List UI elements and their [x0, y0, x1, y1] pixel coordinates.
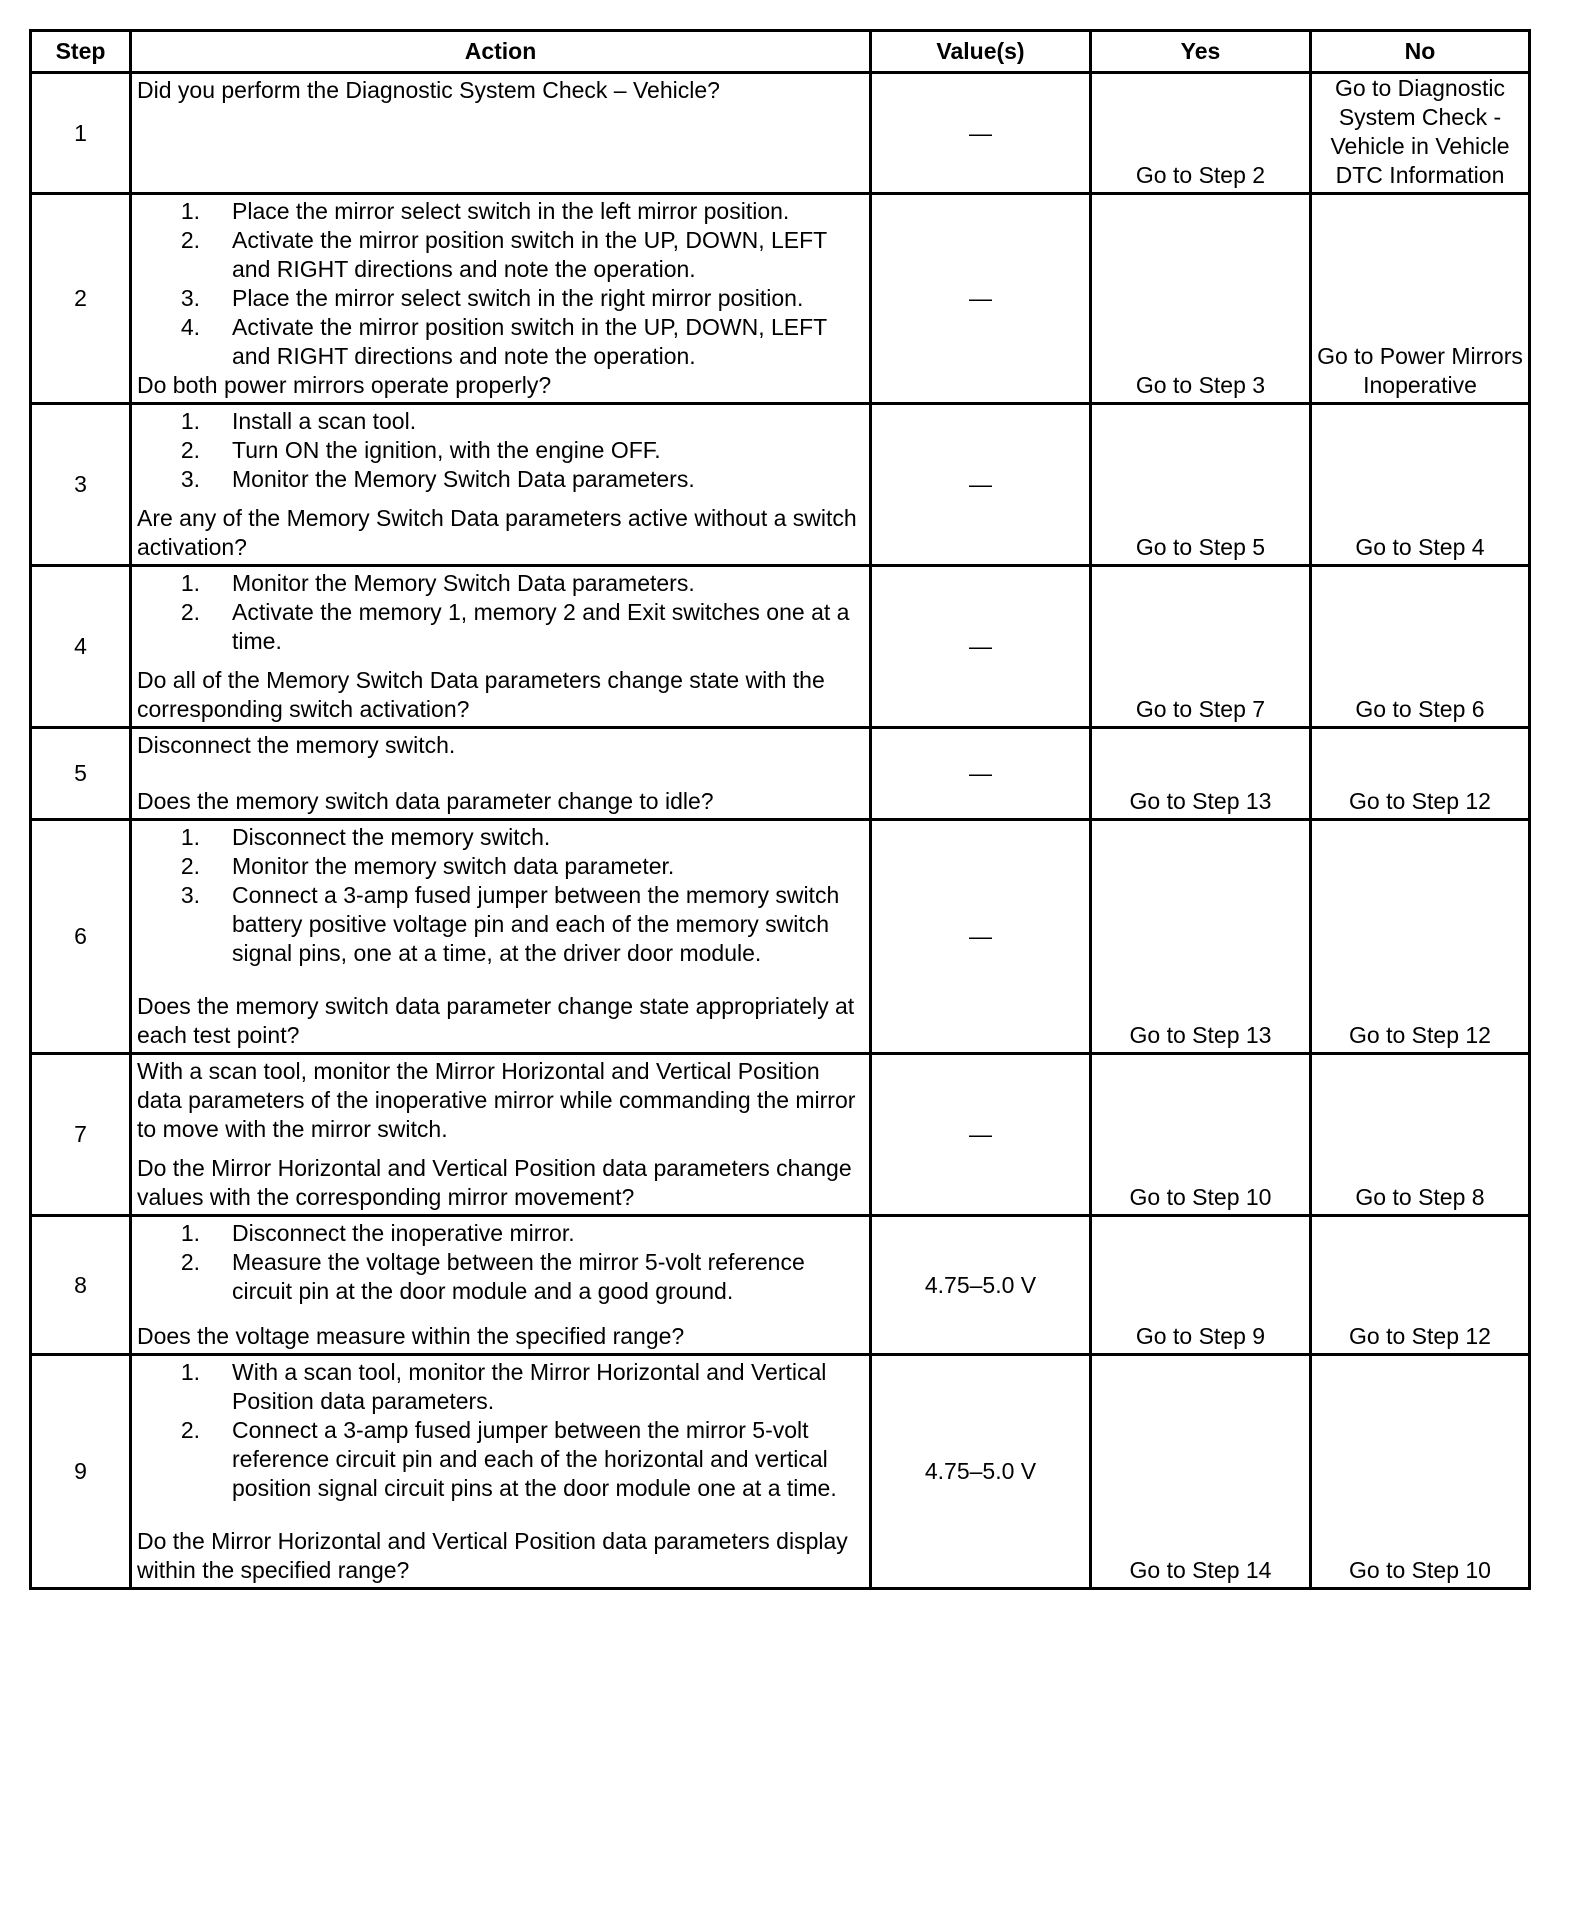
list-item: [137, 881, 865, 968]
procedure-list: [137, 1358, 865, 1503]
step-number: 8: [31, 1216, 131, 1355]
header-step: Step: [31, 31, 131, 73]
yes-action: Go to Step 14: [1091, 1355, 1311, 1589]
list-item: [137, 852, 865, 881]
list-item-number: 3.: [180, 285, 200, 311]
no-action: Go to Step 12: [1311, 820, 1530, 1054]
list-item-text: Activate the mirror position switch in the UP, DOWN, LEFT and RIGHT directions and note the operation.: [232, 314, 827, 369]
table-row: [31, 728, 1530, 820]
list-item-number: 2.: [180, 227, 200, 253]
list-item: [137, 436, 865, 465]
action-cell: [131, 194, 871, 404]
list-item-number: 1.: [180, 1220, 200, 1246]
list-item-number: 2.: [180, 599, 200, 625]
yes-action: Go to Step 9: [1091, 1216, 1311, 1355]
list-item-number: 2.: [180, 853, 200, 879]
header-row: [31, 31, 1530, 73]
header-action: Action: [131, 31, 871, 73]
step-number: 7: [31, 1054, 131, 1216]
list-item-text: Monitor the Memory Switch Data parameters.: [232, 466, 695, 492]
list-item: [137, 313, 865, 371]
list-item-number: 1.: [180, 408, 200, 434]
list-item: [137, 1416, 865, 1503]
step-number: 2: [31, 194, 131, 404]
value-cell: —: [871, 73, 1091, 194]
list-item-number: 3.: [180, 466, 200, 492]
procedure-list: [137, 823, 865, 968]
list-item-text: Place the mirror select switch in the right mirror position.: [232, 285, 804, 311]
action-cell: [131, 1355, 871, 1589]
value-cell: —: [871, 566, 1091, 728]
yes-action: Go to Step 5: [1091, 404, 1311, 566]
no-action: Go to Step 4: [1311, 404, 1530, 566]
action-cell: [131, 73, 871, 194]
procedure-list: [137, 569, 865, 656]
table-row: [31, 73, 1530, 194]
list-item: [137, 1358, 865, 1416]
list-item: [137, 226, 865, 284]
list-item: [137, 197, 865, 226]
list-item-text: With a scan tool, monitor the Mirror Horizontal and Vertical Position data parameters.: [232, 1359, 827, 1414]
action-intro: Disconnect the memory switch.: [137, 732, 456, 758]
list-item: [137, 823, 865, 852]
action-cell: [131, 404, 871, 566]
table-row: [31, 1355, 1530, 1589]
value-cell: —: [871, 194, 1091, 404]
value-cell: 4.75–5.0 V: [871, 1355, 1091, 1589]
action-intro: With a scan tool, monitor the Mirror Horizontal and Vertical Position data parameters of the inoperative mirror while commanding the mirror to move with the mirror switch.: [137, 1058, 856, 1142]
action-cell: [131, 566, 871, 728]
list-item-text: Connect a 3-amp fused jumper between the memory switch battery positive voltage pin and each of the memory switch signal pins, one at a time, at the driver door module.: [232, 882, 840, 966]
table-row: [31, 820, 1530, 1054]
header-yes: Yes: [1091, 31, 1311, 73]
value-cell: —: [871, 728, 1091, 820]
yes-action: Go to Step 10: [1091, 1054, 1311, 1216]
table-row: [31, 1054, 1530, 1216]
list-item-text: Activate the mirror position switch in the UP, DOWN, LEFT and RIGHT directions and note the operation.: [232, 227, 827, 282]
yes-action: Go to Step 2: [1091, 73, 1311, 194]
list-item: [137, 1219, 865, 1248]
action-question: Do all of the Memory Switch Data parameters change state with the corresponding switch activation?: [137, 667, 825, 722]
list-item-text: Disconnect the memory switch.: [232, 824, 551, 850]
action-question: Does the voltage measure within the specified range?: [137, 1323, 685, 1349]
list-item-text: Monitor the Memory Switch Data parameters.: [232, 570, 695, 596]
table-body: [31, 73, 1530, 1589]
action-cell: [131, 1054, 871, 1216]
table-row: [31, 566, 1530, 728]
no-action: Go to Step 6: [1311, 566, 1530, 728]
table-row: [31, 1216, 1530, 1355]
value-cell: —: [871, 1054, 1091, 1216]
list-item-text: Place the mirror select switch in the left mirror position.: [232, 198, 790, 224]
step-number: 3: [31, 404, 131, 566]
procedure-list: [137, 1219, 865, 1306]
action-cell: [131, 1216, 871, 1355]
list-item-text: Disconnect the inoperative mirror.: [232, 1220, 575, 1246]
diagnostic-table: [29, 29, 1531, 1590]
list-item: [137, 569, 865, 598]
list-item: [137, 407, 865, 436]
yes-action: Go to Step 3: [1091, 194, 1311, 404]
action-question: Are any of the Memory Switch Data parameters active without a switch activation?: [137, 505, 857, 560]
no-action: Go to Step 8: [1311, 1054, 1530, 1216]
list-item-number: 2.: [180, 437, 200, 463]
action-cell: [131, 728, 871, 820]
step-number: 1: [31, 73, 131, 194]
action-question: Do the Mirror Horizontal and Vertical Position data parameters change values with the corresponding mirror movement?: [137, 1155, 852, 1210]
header-no: No: [1311, 31, 1530, 73]
no-action: Go to Step 12: [1311, 1216, 1530, 1355]
list-item: [137, 284, 865, 313]
action-question: Does the memory switch data parameter change to idle?: [137, 788, 714, 814]
value-cell: —: [871, 404, 1091, 566]
action-question: Does the memory switch data parameter change state appropriately at each test point?: [137, 993, 855, 1048]
step-number: 5: [31, 728, 131, 820]
yes-action: Go to Step 13: [1091, 820, 1311, 1054]
list-item-text: Turn ON the ignition, with the engine OFF.: [232, 437, 661, 463]
list-item-text: Connect a 3-amp fused jumper between the mirror 5-volt reference circuit pin and each of the horizontal and vertical position signal circuit pins at the door module one at a time.: [232, 1417, 837, 1501]
no-action: Go to Diagnostic System Check - Vehicle in Vehicle DTC Information: [1311, 73, 1530, 194]
header-value: Value(s): [871, 31, 1091, 73]
action-cell: [131, 820, 871, 1054]
list-item-number: 1.: [180, 570, 200, 596]
table-row: [31, 404, 1530, 566]
action-question: Do both power mirrors operate properly?: [137, 372, 552, 398]
table-row: [31, 194, 1530, 404]
no-action: Go to Step 10: [1311, 1355, 1530, 1589]
list-item: [137, 465, 865, 494]
no-action: Go to Power Mirrors Inoperative: [1311, 194, 1530, 404]
yes-action: Go to Step 7: [1091, 566, 1311, 728]
value-cell: 4.75–5.0 V: [871, 1216, 1091, 1355]
list-item-number: 1.: [180, 198, 200, 224]
list-item-number: 1.: [180, 1359, 200, 1385]
list-item-number: 3.: [180, 882, 200, 908]
procedure-list: [137, 407, 865, 494]
list-item-number: 1.: [180, 824, 200, 850]
list-item-text: Measure the voltage between the mirror 5-volt reference circuit pin at the door module and a good ground.: [232, 1249, 805, 1304]
list-item: [137, 598, 865, 656]
step-number: 4: [31, 566, 131, 728]
list-item-number: 2.: [180, 1249, 200, 1275]
action-intro: Did you perform the Diagnostic System Check – Vehicle?: [137, 77, 720, 103]
list-item: [137, 1248, 865, 1306]
step-number: 6: [31, 820, 131, 1054]
step-number: 9: [31, 1355, 131, 1589]
list-item-text: Monitor the memory switch data parameter.: [232, 853, 675, 879]
procedure-list: [137, 197, 865, 371]
value-cell: —: [871, 820, 1091, 1054]
list-item-text: Activate the memory 1, memory 2 and Exit switches one at a time.: [232, 599, 850, 654]
list-item-number: 2.: [180, 1417, 200, 1443]
no-action: Go to Step 12: [1311, 728, 1530, 820]
list-item-number: 4.: [180, 314, 200, 340]
action-question: Do the Mirror Horizontal and Vertical Position data parameters display within the specified range?: [137, 1528, 848, 1583]
list-item-text: Install a scan tool.: [232, 408, 417, 434]
yes-action: Go to Step 13: [1091, 728, 1311, 820]
